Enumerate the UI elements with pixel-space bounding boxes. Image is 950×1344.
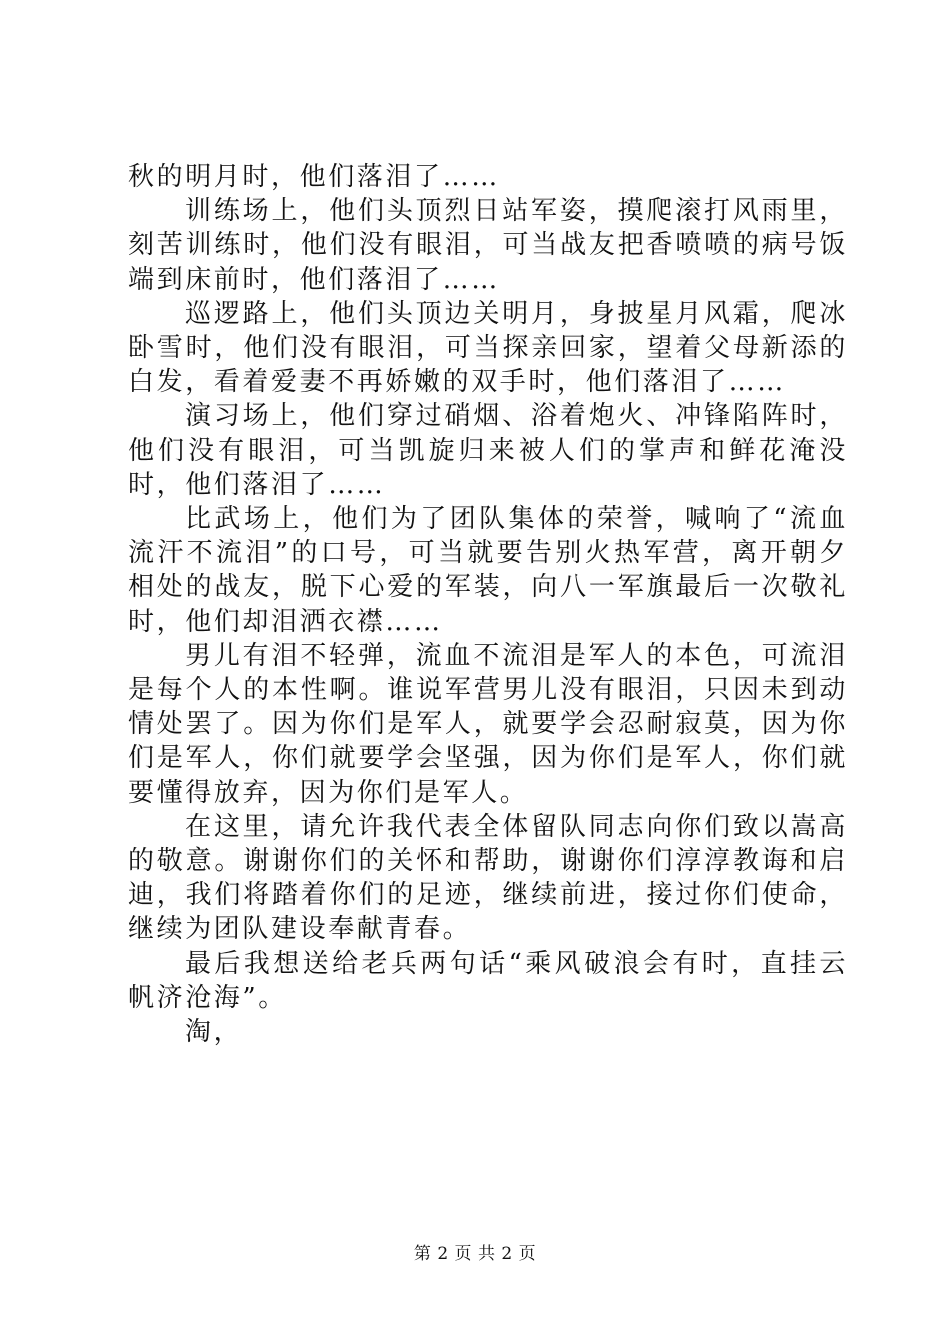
paragraph-7: 在这里，请允许我代表全体留队同志向你们致以嵩高的敬意。谢谢你们的关怀和帮助，谢谢你们淳淳教诲和启迪，我们将踏着你们的足迹，继续前进，接过你们使命，继续为团队建设奉献青春。 [128,811,848,945]
paragraph-5: 比武场上，他们为了团队集体的荣誉，喊响了“流血流汗不流泪”的口号，可当就要告别火热军营，离开朝夕相处的战友，脱下心爱的军装，向八一军旗最后一次敬礼时，他们却泪洒衣襟…… [128,504,848,637]
paragraph-3: 巡逻路上，他们头顶边关明月，身披星月风霜，爬冰卧雪时，他们没有眼泪，可当探亲回家，望着父母新添的白发，看着爱妻不再娇嫩的双手时，他们落泪了…… [128,298,848,398]
paragraph-9: 淘， [185,1017,243,1048]
paragraph-4: 演习场上，他们穿过硝烟、浴着炮火、冲锋陷阵时，他们没有眼泪，可当凯旋归来被人们的掌声和鲜花淹没时，他们落泪了…… [128,401,848,500]
page-footer [0,1243,950,1265]
paragraph-8: 最后我想送给老兵两句话“乘风破浪会有时，直挂云帆济沧海”。 [128,948,848,1013]
paragraph-6: 男儿有泪不轻弹，流血不流泪是军人的本色，可流泪是每个人的本性啊。谁说军营男儿没有眼泪，只因未到动情处罢了。因为你们是军人，就要学会忍耐寂莫，因为你们是军人，你们就要学会坚强，因为你们是军人，你们就要懂得放弃，因为你们是军人。 [128,640,848,808]
page-number-label: 第 2 页 共 2 页 [413,1244,537,1264]
paragraph-1: 秋的明月时，他们落泪了…… [128,162,500,192]
paragraph-2: 训练场上，他们头顶烈日站军姿，摸爬滚打风雨里，刻苦训练时，他们没有眼泪，可当战友把香喷喷的病号饭端到床前时，他们落泪了…… [128,196,848,295]
document-body [128,160,848,1049]
